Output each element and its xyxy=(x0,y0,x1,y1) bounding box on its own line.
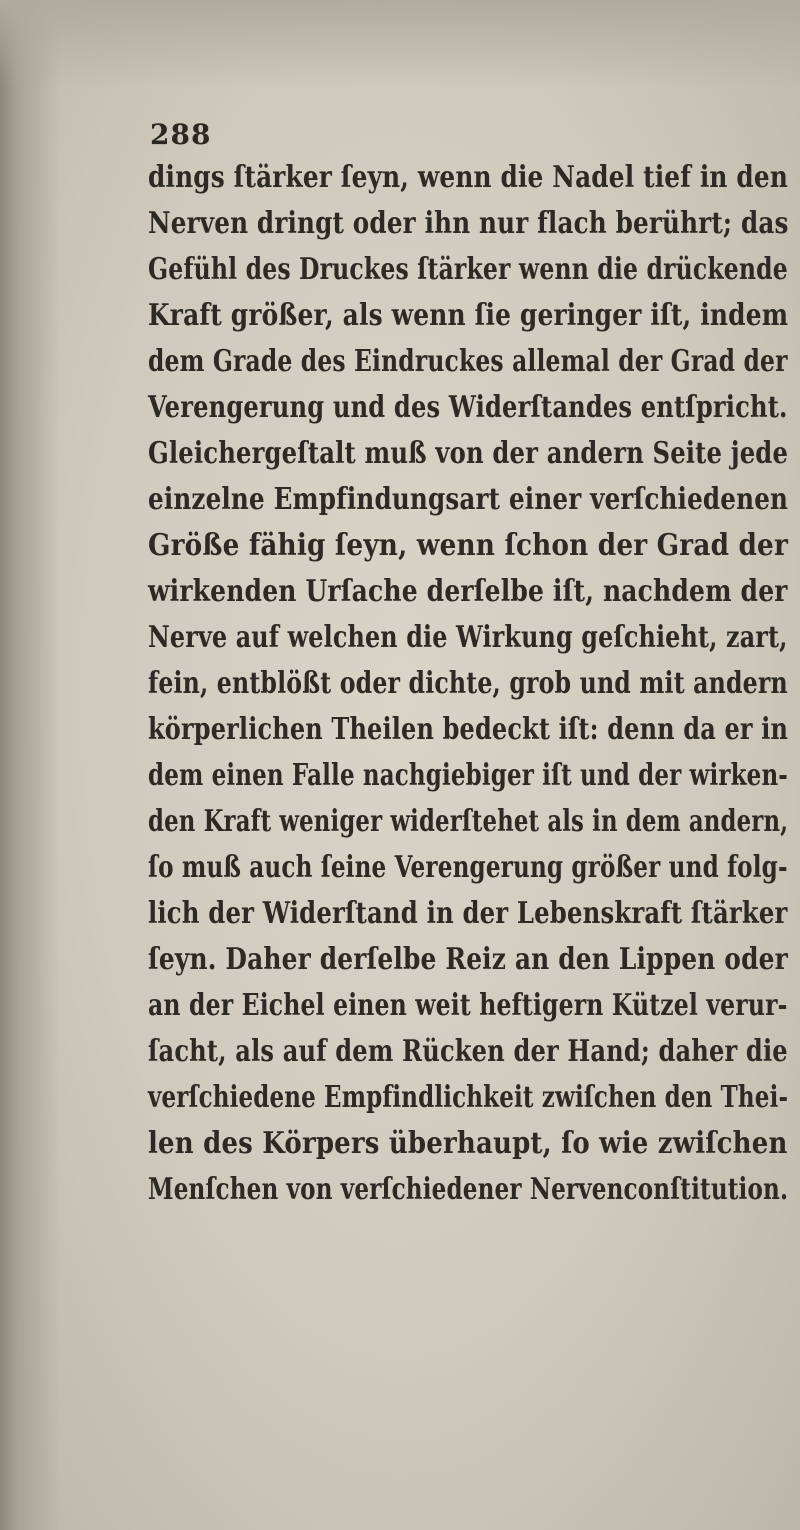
text-line: Gefühl des Druckes ſtärker wenn die drückende xyxy=(148,252,788,287)
text-line: Größe fähig ſeyn, wenn ſchon der Grad der xyxy=(148,528,789,563)
text-line: einzelne Empfindungsart einer verſchiedenen xyxy=(148,482,789,517)
text-line: dem Grade des Eindruckes allemal der Grad der xyxy=(148,344,788,379)
text-line: dings ſtärker ſeyn, wenn die Nadel tief in den xyxy=(148,160,789,195)
text-line: len des Körpers überhaupt, ſo wie zwiſchen xyxy=(148,1126,788,1161)
text-line: Gleichergeſtalt muß von der andern Seite jede xyxy=(148,436,789,471)
text-line: verſchiedene Empfindlichkeit zwiſchen den Thei- xyxy=(148,1080,789,1115)
text-line: ſacht, als auf dem Rücken der Hand; daher die xyxy=(148,1034,788,1069)
text-line: Verengerung und des Widerſtandes entſpricht. xyxy=(148,390,788,425)
text-line: ſeyn. Daher derſelbe Reiz an den Lippen oder xyxy=(148,942,788,977)
text-line: Nerve auf welchen die Wirkung geſchieht, zart, xyxy=(148,620,788,655)
text-line: Kraft größer, als wenn ſie geringer iſt, indem xyxy=(148,298,789,333)
text-line: dem einen Falle nachgiebiger iſt und der wirken- xyxy=(148,758,789,793)
text-line: an der Eichel einen weit heftigern Kützel verur- xyxy=(148,988,788,1023)
text-line: Nerven dringt oder ihn nur flach berührt; das xyxy=(148,206,789,241)
text-line: Menſchen von verſchiedener Nervenconſtitution. xyxy=(148,1172,789,1207)
text-line: fein, entblößt oder dichte, grob und mit andern xyxy=(148,666,788,701)
text-line: lich der Widerſtand in der Lebenskraft ſtärker xyxy=(148,896,788,931)
text-line: körperlichen Theilen bedeckt iſt: denn da er in xyxy=(148,712,789,747)
page-number: 288 xyxy=(150,118,212,151)
text-line: den Kraft weniger widerſtehet als in dem andern, xyxy=(148,804,789,839)
text-line: ſo muß auch ſeine Verengerung größer und folg- xyxy=(148,850,788,885)
text-line: wirkenden Urſache derſelbe iſt, nachdem der xyxy=(148,574,788,609)
